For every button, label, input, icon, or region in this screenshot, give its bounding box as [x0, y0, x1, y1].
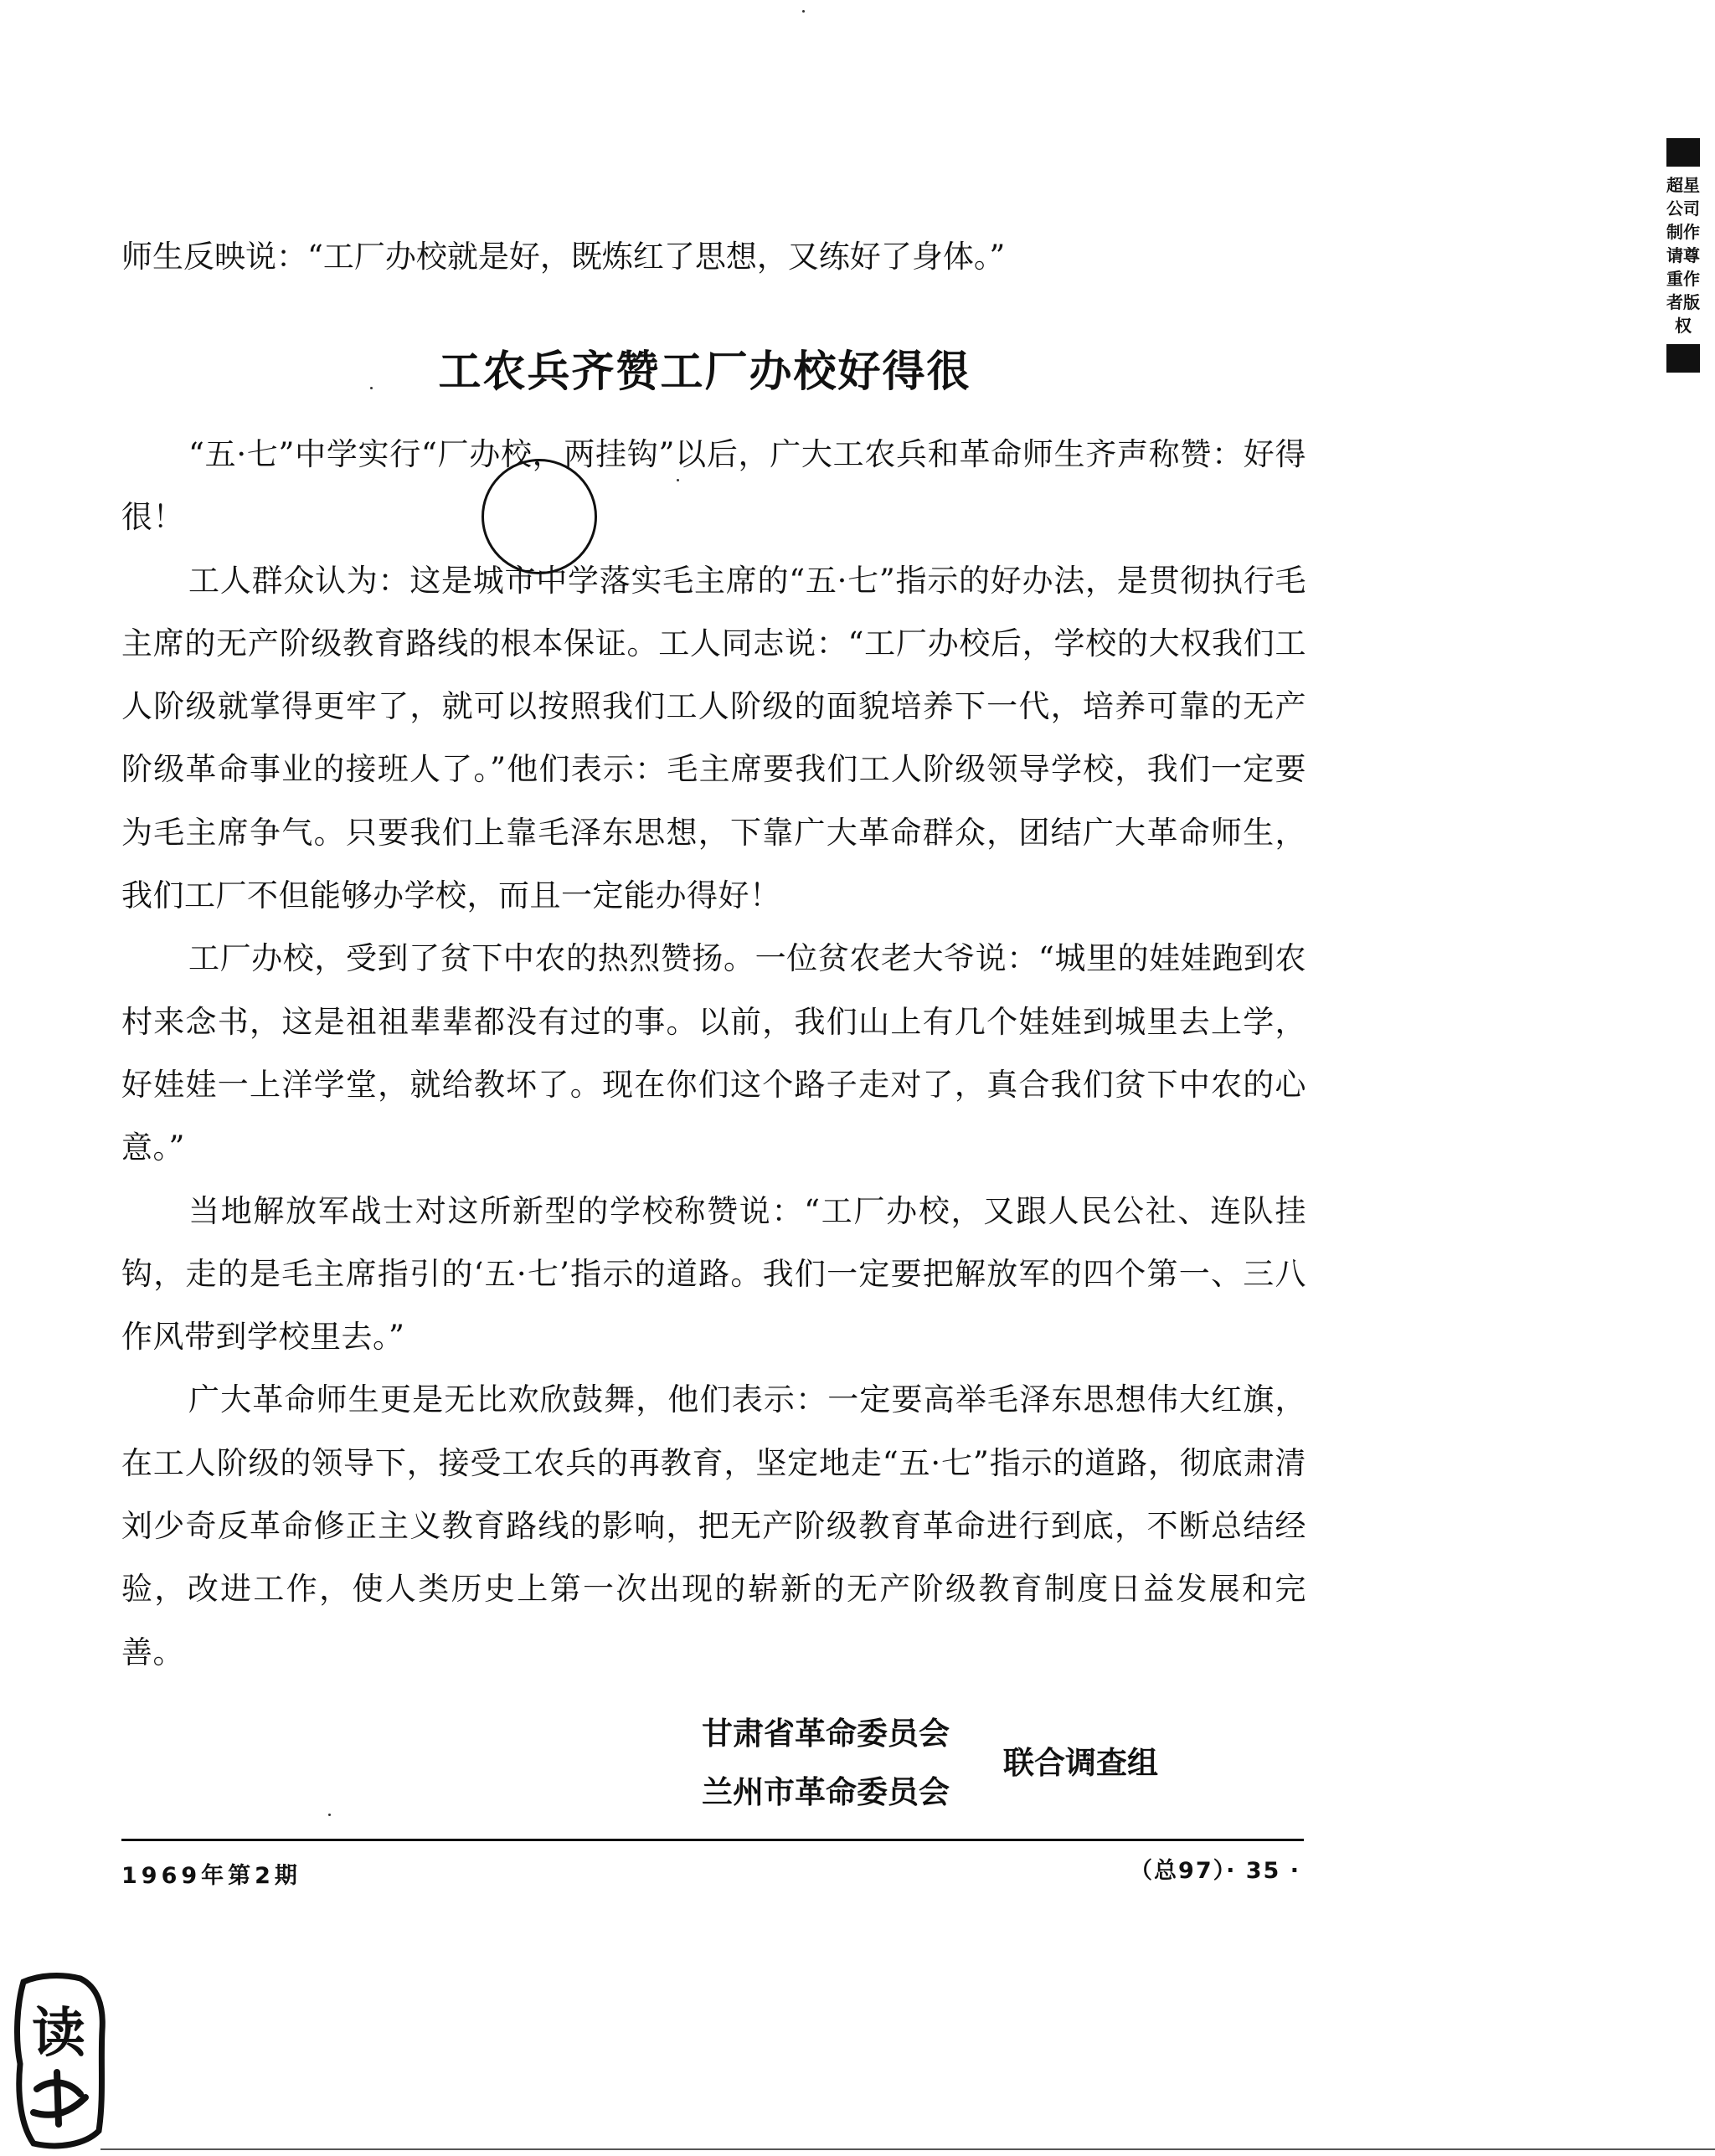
- article-body: [121, 423, 1306, 1684]
- seal-stamp-icon: [8, 1972, 109, 2152]
- scan-speck: [328, 1814, 331, 1816]
- paragraph-3: 工厂办校，受到了贫下中农的热烈赞扬。一位贫农老大爷说：“城里的娃娃跑到农村来念书，这是祖祖辈辈都没有过的事。以前，我们山上有几个娃娃到城里去上学，好娃娃一上洋学堂，就给教坏了。现在你们这个路子走对了，真合我们贫下中农的心意。”: [121, 940, 1306, 1166]
- paragraph-4: 当地解放军战士对这所新型的学校称赞说：“工厂办校，又跟人民公社、连队挂钩，走的是毛主席指引的‘五·七’指示的道路。我们一定要把解放军的四个第一、三八作风带到学校里去。”: [121, 1192, 1306, 1356]
- paragraph-5: 广大革命师生更是无比欢欣鼓舞，他们表示：一定要高举毛泽东思想伟大红旗，在工人阶级的领导下，接受工农兵的再教育，坚定地走“五·七”指示的道路，彻底肃清刘少奇反革命修正主义教育路线的影响，把无产阶级教育革命进行到底，不断总结经验，改进工作，使人类历史上第一次出现的崭新的无产阶级教育制度日益发展和完善。: [121, 1382, 1306, 1670]
- strip-top-bar-icon: [1666, 138, 1700, 167]
- bottom-edge-line: [100, 2148, 1715, 2150]
- article-title: 工农兵齐赞工厂办校好得很: [438, 347, 971, 397]
- strip-bottom-bar-icon: [1666, 344, 1700, 373]
- scan-speck: [677, 479, 679, 481]
- svg-text:读: 读: [32, 2002, 85, 2065]
- paragraph-2: 工人群众认为：这是城市中学落实毛主席的“五·七”指示的好办法，是贯彻执行毛主席的无产阶级教育路线的根本保证。工人同志说：“工厂办校后，学校的大权我们工人阶级就掌得更牢了，就可以按照我们工人阶级的面貌培养下一代，培养可靠的无产阶级革命事业的接班人了。”他们表示：毛主席要我们工人阶级领导学校，我们一定要为毛主席争气。只要我们上靠毛泽东思想，下靠广大革命群众，团结广大革命师生，我们工厂不但能够办学校，而且一定能办得好！: [121, 562, 1306, 914]
- footer-divider: [121, 1839, 1304, 1841]
- signature-org-gansu: 甘肃省革命委员会: [702, 1716, 950, 1752]
- copyright-strip: [1666, 138, 1705, 594]
- copyright-strip-text: 超星公司制作请尊重作者版权: [1666, 175, 1700, 336]
- intro-line: 师生反映说：“工厂办校就是好，既炼红了思想，又练好了身体。”: [121, 239, 1006, 275]
- circle-mark-icon: [482, 459, 597, 574]
- issue-label: 1969年第2期: [121, 1863, 301, 1889]
- page-number: （总97）· 35 ·: [1130, 1858, 1300, 1884]
- signature-org-lanzhou: 兰州市革命委员会: [702, 1774, 950, 1810]
- scan-speck: [370, 387, 373, 389]
- paragraph-1: “五·七”中学实行“厂办校，两挂钩”以后，广大工农兵和革命师生齐声称赞：好得很！: [121, 436, 1306, 536]
- signature-block: [702, 1695, 1288, 1821]
- signature-group: 联合调查组: [1003, 1745, 1158, 1781]
- scan-speck: [802, 10, 805, 13]
